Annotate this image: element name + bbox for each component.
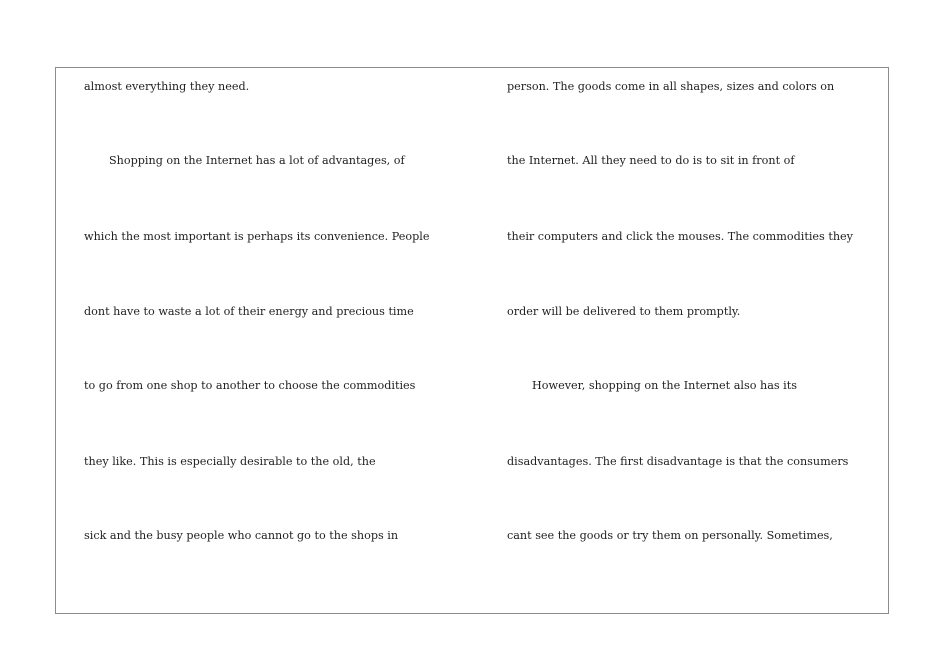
text-line: the Internet. All they need to do is to sit in front of [507, 154, 795, 167]
text-line: they like. This is especially desirable to the old, the [84, 455, 376, 468]
text-line: However, shopping on the Internet also has its [532, 379, 797, 392]
text-line: sick and the busy people who cannot go to the shops in [84, 529, 399, 542]
text-line: which the most important is perhaps its convenience. People [84, 230, 430, 243]
text-line: Shopping on the Internet has a lot of advantages, of [109, 154, 405, 167]
text-line: order will be delivered to them promptly. [507, 305, 741, 318]
text-line: their computers and click the mouses. The commodities they [507, 230, 853, 243]
text-line: almost everything they need. [84, 80, 250, 93]
text-line: person. The goods come in all shapes, sizes and colors on [507, 80, 835, 93]
text-line: cant see the goods or try them on personally. Sometimes, [507, 529, 833, 542]
text-line: dont have to waste a lot of their energy and precious time [84, 305, 414, 318]
text-line: disadvantages. The first disadvantage is that the consumers [507, 455, 849, 468]
text-line: to go from one shop to another to choose the commodities [84, 379, 416, 392]
